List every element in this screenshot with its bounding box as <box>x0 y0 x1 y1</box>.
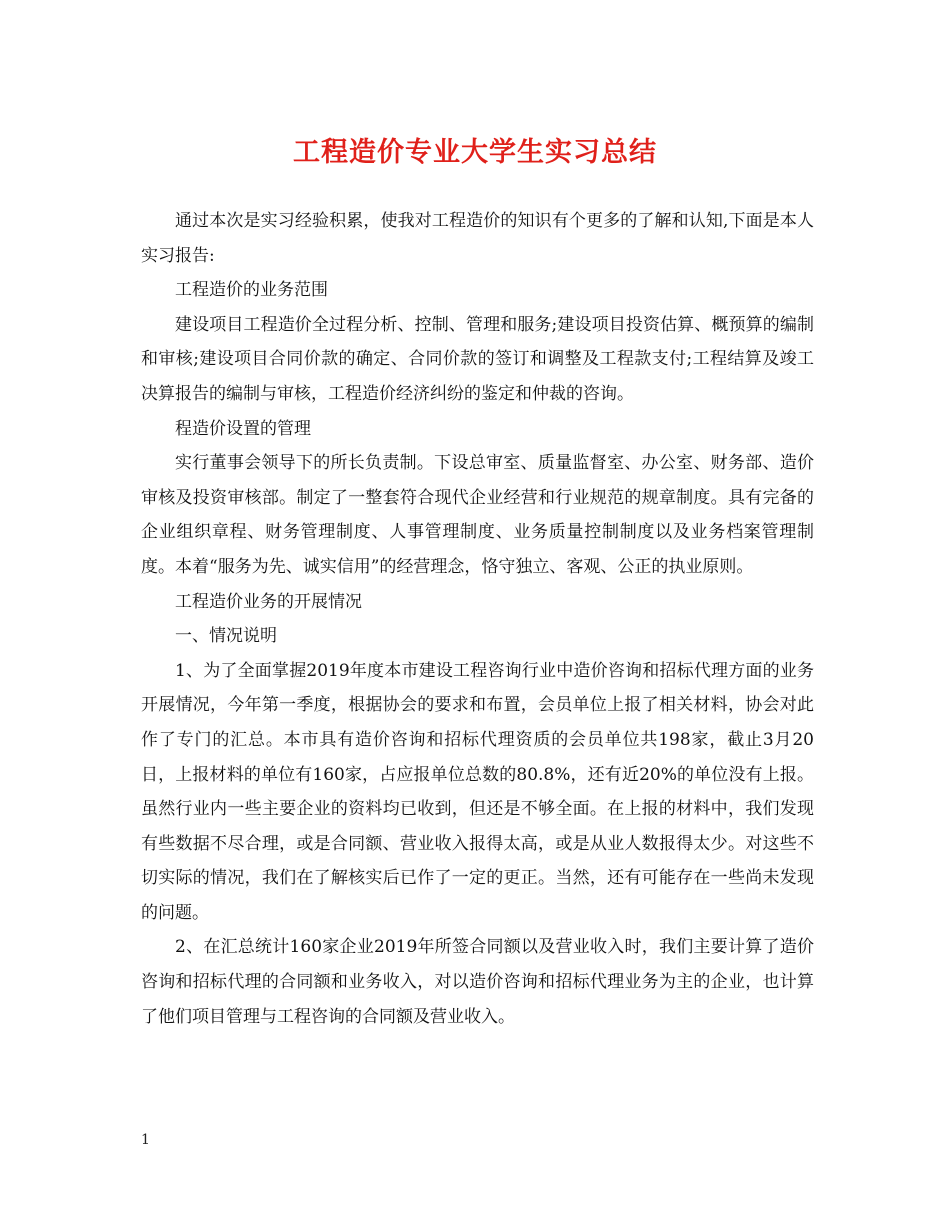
intro-paragraph: 通过本次是实习经验积累，使我对工程造价的知识有个更多的了解和认知,下面是本人实习报告: <box>141 211 814 266</box>
section-heading-scope: 工程造价的业务范围 <box>175 280 328 301</box>
document-title: 工程造价专业大学生实习总结 <box>293 137 657 168</box>
page-number: 1 <box>141 1132 150 1148</box>
management-paragraph: 实行董事会领导下的所长负责制。下设总审室、质量监督室、办公室、财务部、造价审核及投资审核部。制定了一整套符合现代企业经营和行业规范的规章制度。具有完备的企业组织章程、财务管理制度、人事管理制度、业务质量控制制度以及业务档案管理制度。本着“服务为先、诚实信用”的经营理念，恪守独立、客观、公正的执业原则。 <box>141 453 814 577</box>
section-heading-business: 工程造价业务的开展情况 <box>175 591 362 612</box>
subheading-situation: 一、情况说明 <box>175 626 277 647</box>
situation-paragraph-1: 1、为了全面掌握2019年度本市建设工程咨询行业中造价咨询和招标代理方面的业务开展情况，今年第一季度，根据协会的要求和布置，会员单位上报了相关材料，协会对此作了专门的汇总。本市具有造价咨询和招标代理资质的会员单位共198家，截止3月20日，上报材料的单位有160家，占应报单位总数的80.8%，还有近20%的单位没有上报。虽然行业内一些主要企业的资料均已收到，但还是不够全面。在上报的材料中，我们发现有些数据不尽合理，或是合同额、营业收入报得太高，或是从业人数报得太少。对这些不切实际的情况，我们在了解核实后已作了一定的更正。当然，还有可能存在一些尚未发现的问题。 <box>141 660 814 923</box>
section-heading-management: 程造价设置的管理 <box>175 418 311 439</box>
scope-paragraph: 建设项目工程造价全过程分析、控制、管理和服务;建设项目投资估算、概预算的编制和审核;建设项目合同价款的确定、合同价款的签订和调整及工程款支付;工程结算及竣工决算报告的编制与审核，工程造价经济纠纷的鉴定和仲裁的咨询。 <box>141 314 814 404</box>
situation-paragraph-2: 2、在汇总统计160家企业2019年所签合同额以及营业收入时，我们主要计算了造价咨询和招标代理的合同额和业务收入，对以造价咨询和招标代理业务为主的企业，也计算了他们项目管理与工程咨询的合同额及营业收入。 <box>141 937 814 1027</box>
document-body <box>141 204 814 1034</box>
